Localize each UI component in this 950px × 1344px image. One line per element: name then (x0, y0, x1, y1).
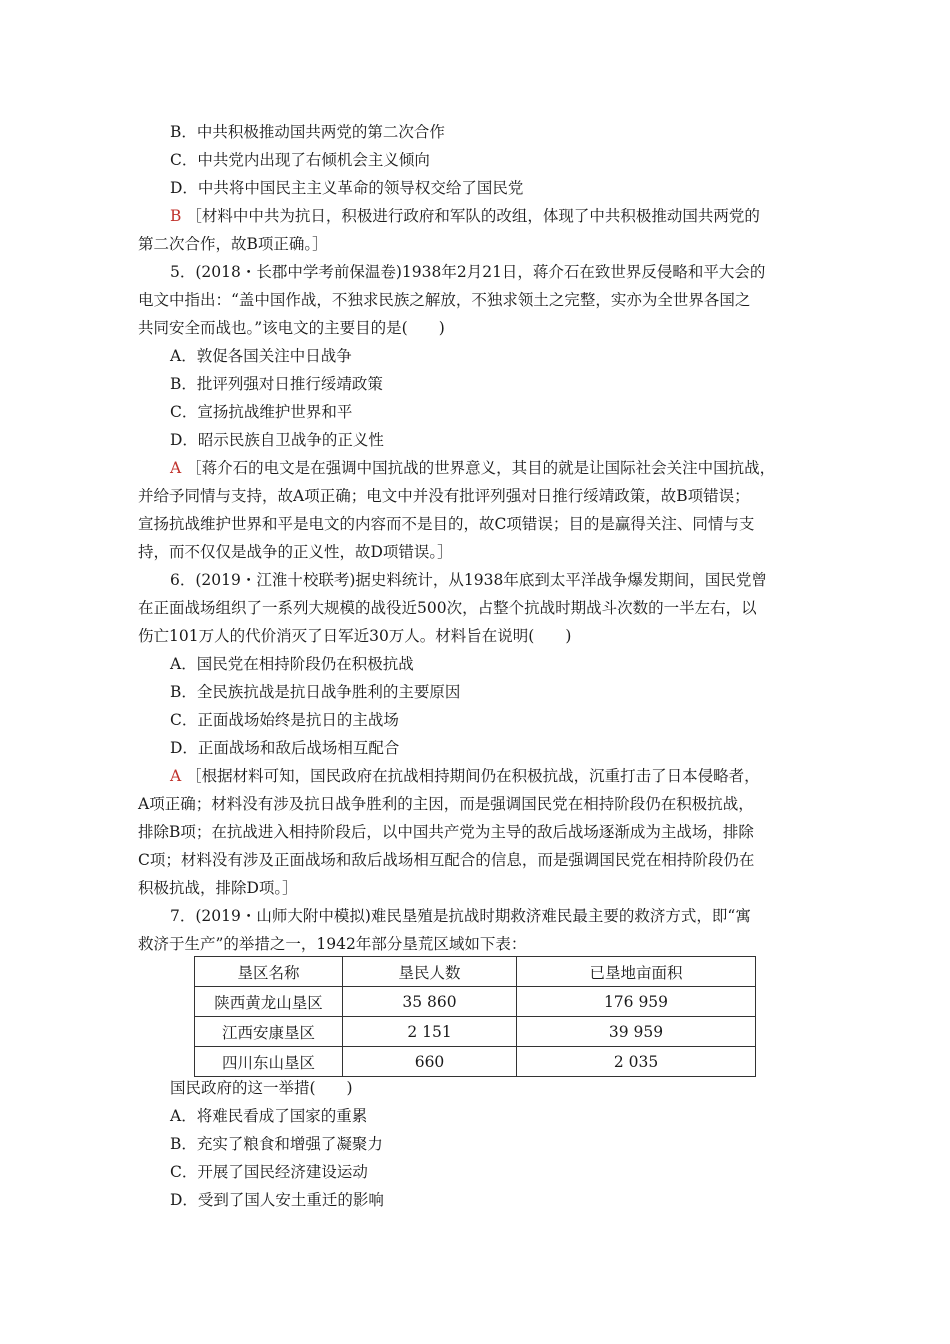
q5-option-d: D．昭示民族自卫战争的正义性 (170, 431, 384, 449)
q4-explanation-cont: 第二次合作，故B项正确。］ (138, 235, 328, 253)
q6-explanation-cont: 积极抗战，排除D项。］ (138, 879, 298, 897)
q5-answer-line (170, 458, 775, 478)
table-cell: 2 035 (517, 1047, 756, 1077)
q6-stem: 6．(2019・江淮十校联考)据史料统计，从1938年底到太平洋战争爆发期间，国民党曾 (170, 571, 767, 589)
q7-option-d: D．受到了国人安土重迁的影响 (170, 1191, 384, 1209)
q5-option-b: B．批评列强对日推行绥靖政策 (170, 375, 383, 393)
reclamation-table (194, 956, 756, 1077)
q5-option-c: C．宣扬抗战维护世界和平 (170, 403, 353, 421)
table-row (195, 1047, 756, 1077)
q5-answer-letter: A (170, 459, 182, 477)
table-cell: 176 959 (517, 987, 756, 1017)
q6-option-b: B．全民族抗战是抗日战争胜利的主要原因 (170, 683, 461, 701)
q7-option-c: C．开展了国民经济建设运动 (170, 1163, 368, 1181)
q4-answer-line (170, 206, 760, 226)
table-cell: 2 151 (343, 1017, 517, 1047)
q7-stem: 7．(2019・山师大附中模拟)难民垦殖是抗战时期救济难民最主要的救济方式，即“寓 (170, 907, 751, 925)
q5-explanation-cont: 宣扬抗战维护世界和平是电文的内容而不是目的，故C项错误；目的是赢得关注、同情与支 (138, 515, 755, 533)
q6-explanation: ［根据材料可知，国民政府在抗战相持期间仍在积极抗战，沉重打击了日本侵略者， (186, 767, 760, 785)
q4-option-d: D．中共将中国民主主义革命的领导权交给了国民党 (170, 179, 524, 197)
q6-option-d: D．正面战场和敌后战场相互配合 (170, 739, 400, 757)
table-header-cell: 已垦地亩面积 (517, 957, 756, 987)
table-cell: 陕西黄龙山垦区 (195, 987, 343, 1017)
q5-stem-cont: 电文中指出：“盖中国作战，不独求民族之解放，不独求领土之完整，实亦为全世界各国之 (138, 291, 751, 309)
q4-answer-letter: B (170, 207, 182, 225)
table-header-cell: 垦区名称 (195, 957, 343, 987)
q4-option-b: B．中共积极推动国共两党的第二次合作 (170, 123, 445, 141)
q5-explanation-cont: 并给予同情与支持，故A项正确；电文中并没有批评列强对日推行绥靖政策，故B项错误； (138, 487, 750, 505)
q6-explanation-cont: 排除B项；在抗战进入相持阶段后，以中国共产党为主导的敌后战场逐渐成为主战场，排除 (138, 823, 754, 841)
q6-stem-cont: 在正面战场组织了一系列大规模的战役近500次，占整个抗战时期战斗次数的一半左右，以 (138, 599, 757, 617)
q6-answer-line (170, 766, 760, 786)
q6-option-a: A．国民党在相持阶段仍在积极抗战 (170, 655, 414, 673)
table-row (195, 987, 756, 1017)
q5-explanation: ［蒋介石的电文是在强调中国抗战的世界意义，其目的就是让国际社会关注中国抗战， (186, 459, 776, 477)
q4-explanation: ［材料中中共为抗日，积极进行政府和军队的改组，体现了中共积极推动国共两党的 (186, 207, 760, 225)
table-cell: 660 (343, 1047, 517, 1077)
q7-question: 国民政府的这一举措( ) (170, 1079, 353, 1097)
q6-option-c: C．正面战场始终是抗日的主战场 (170, 711, 399, 729)
q7-stem-cont: 救济于生产”的举措之一，1942年部分垦荒区域如下表： (138, 935, 527, 953)
table-row (195, 1017, 756, 1047)
table-cell: 35 860 (343, 987, 517, 1017)
q5-stem-cont: 共同安全而战也。”该电文的主要目的是( ) (138, 319, 445, 337)
q7-option-b: B．充实了粮食和增强了凝聚力 (170, 1135, 383, 1153)
q5-explanation-cont: 持，而不仅仅是战争的正义性，故D项错误。］ (138, 543, 453, 561)
table-cell: 江西安康垦区 (195, 1017, 343, 1047)
table-header-row (195, 957, 756, 987)
q5-option-a: A．敦促各国关注中日战争 (170, 347, 352, 365)
q6-explanation-cont: C项；材料没有涉及正面战场和敌后战场相互配合的信息，而是强调国民党在相持阶段仍在 (138, 851, 755, 869)
q6-answer-letter: A (170, 767, 182, 785)
q5-stem: 5．(2018・长郡中学考前保温卷)1938年2月21日，蒋介石在致世界反侵略和平大会的 (170, 263, 766, 281)
q4-option-c: C．中共党内出现了右倾机会主义倾向 (170, 151, 430, 169)
table-header-cell: 垦民人数 (343, 957, 517, 987)
q6-stem-cont: 伤亡101万人的代价消灭了日军近30万人。材料旨在说明( ) (138, 627, 572, 645)
table-cell: 39 959 (517, 1017, 756, 1047)
table-cell: 四川东山垦区 (195, 1047, 343, 1077)
q6-explanation-cont: A项正确；材料没有涉及抗日战争胜利的主因，而是强调国民党在相持阶段仍在积极抗战， (138, 795, 754, 813)
q7-option-a: A．将难民看成了国家的重累 (170, 1107, 368, 1125)
